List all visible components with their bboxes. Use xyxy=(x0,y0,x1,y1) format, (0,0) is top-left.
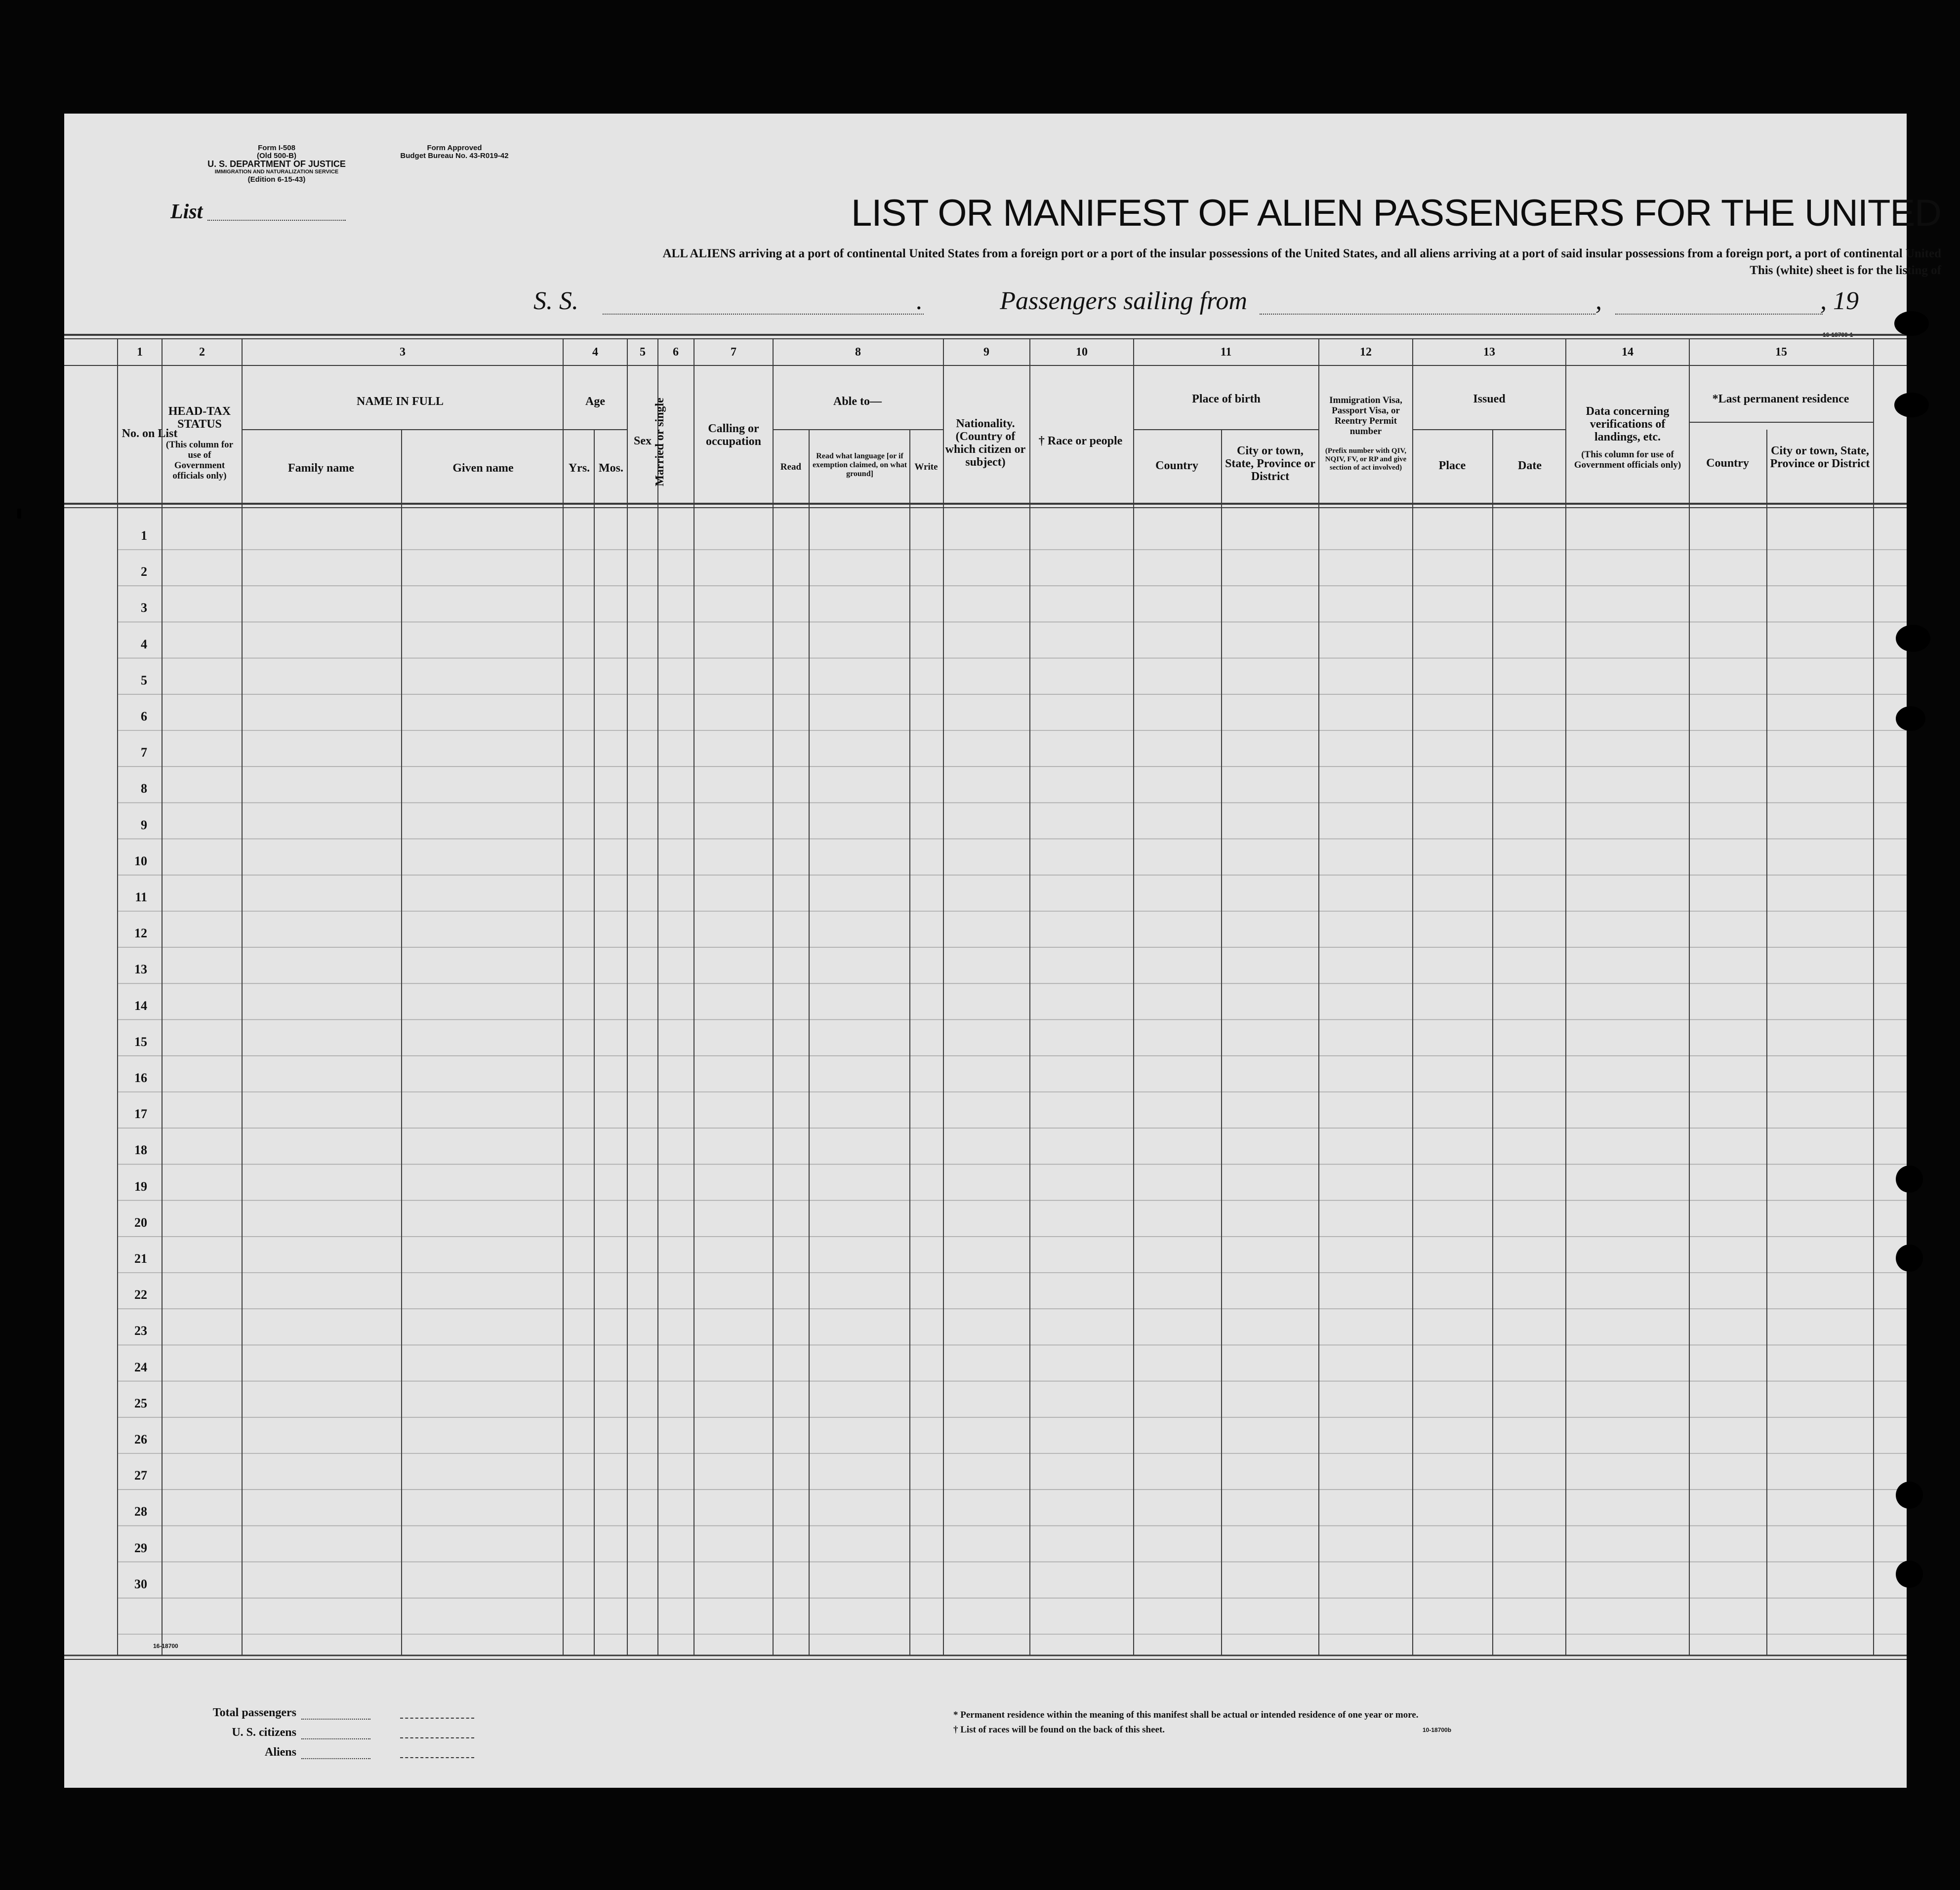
row-number: 28 xyxy=(134,1504,147,1519)
binder-hole xyxy=(1896,1561,1923,1588)
col1-header: No. on List xyxy=(122,427,178,440)
column-number: 11 xyxy=(1220,346,1232,359)
row-number: 2 xyxy=(141,564,147,579)
age-header: Age xyxy=(585,395,605,408)
code-top-right: 16-18700-1 xyxy=(1823,331,1853,338)
row-number: 25 xyxy=(134,1396,147,1410)
manifest-grid xyxy=(64,114,1907,1788)
us-citizens-label: U. S. citizens xyxy=(232,1726,296,1739)
total-passengers-field[interactable] xyxy=(400,1718,474,1719)
form-approved: Form Approved xyxy=(427,144,482,152)
manifest-sheet: Form I-508 (Old 500-B) U. S. DEPARTMENT OF JUSTICE IMMIGRATION AND NATURALIZATION SERVICE (Edition 6-15-43) Form Approved Budget Bureau No. 43-R019-42 List LIST OR MANIFEST OF ALIEN PASSENGERS FOR THE UNITED ALL ALIENS arriving at a port of continental United States from a foreign port or a port of the insular possessions of the United States, and all aliens arriving at a port of said insular possessions from a foreign port, a port of continental United This (white) sheet is for the listing of S. S. . Passengers sailing from , , 19 16-18700-1 1 2 3 4 5 6 7 8 9 10 11 12 13 14 15 No. on List HEAD-TAX STATUS (This column for use of Government officials only) NAME IN FULL Family name Given name Age Yrs. Mos. Sex Married or single Calling or occupation Able to— Read Read what language [or if exemption claimed, on what ground] Write Nationality. (Country of which citizen or subject) † Race or people Place of birth Country City or town, State, Province or District Immigration Visa, Passport Visa, or Reentry Permit number (Prefix number with QIV, NQIV, FV, or RP and give section of act involved) Issued Place Date Data concerning verifications of landings, etc. (This column for use of Government officials only) *Last permanent residence Country City or town, State, Province or District 1 2 3 4 5 6 7 8 9 10 11 12 13 14 15 16 17 18 19 20 21 22 23 24 25 26 27 28 29 30 16-18700 Total passengers U. S. citizens Aliens * Permanent residence within the meaning of this manifest shall be actual or intended residence of one year or more. † List of races will be found on the back of this sheet. 10-18700b xyxy=(64,114,1907,1788)
row-number: 23 xyxy=(134,1324,147,1338)
binder-hole xyxy=(1896,706,1925,731)
binder-hole xyxy=(1894,393,1929,417)
age-years-header: Yrs. xyxy=(568,462,590,475)
given-name-header: Given name xyxy=(452,462,514,475)
race-header: † Race or people xyxy=(1038,435,1123,447)
row-number: 24 xyxy=(134,1360,147,1374)
us-citizens-field[interactable] xyxy=(400,1737,474,1738)
row-number: 8 xyxy=(141,781,147,796)
read-header: Read xyxy=(780,462,802,472)
col2-header: HEAD-TAX STATUS xyxy=(168,405,231,431)
col3-header: NAME IN FULL xyxy=(356,395,444,408)
column-number: 10 xyxy=(1076,346,1088,359)
occupation-header: Calling or occupation xyxy=(705,422,761,448)
row-number: 12 xyxy=(134,926,147,941)
birth-city-header: City or town, State, Province or District xyxy=(1225,444,1315,483)
language-header: Read what language [or if exemption claimed, on what ground] xyxy=(812,452,907,478)
binder-hole xyxy=(1896,1482,1923,1509)
column-number: 5 xyxy=(640,346,646,359)
family-name-header: Family name xyxy=(288,462,354,475)
row-number: 18 xyxy=(134,1143,147,1158)
row-number: 9 xyxy=(141,817,147,832)
code-bottom-left: 16-18700 xyxy=(153,1643,178,1649)
binder-hole xyxy=(1896,625,1930,652)
col2-note: (This column for use of Government officials only) xyxy=(165,440,234,481)
age-months-header: Mos. xyxy=(599,462,623,475)
edition: (Edition 6-15-43) xyxy=(247,175,306,184)
aliens-label: Aliens xyxy=(264,1746,296,1759)
column-number: 14 xyxy=(1622,346,1633,359)
visa-note: (Prefix number with QIV, NQIV, FV, or RP and give section of act involved) xyxy=(1325,447,1407,472)
column-number: 9 xyxy=(983,346,989,359)
footnote-races: † List of races will be found on the back of this sheet. xyxy=(953,1725,1165,1735)
able-to-header: Able to— xyxy=(833,395,882,408)
last-residence-header: *Last permanent residence xyxy=(1712,393,1849,405)
budget-number: Budget Bureau No. 43-R019-42 xyxy=(400,152,509,160)
ss-label: S. S. xyxy=(533,287,578,315)
column-number: 6 xyxy=(673,346,679,359)
row-number: 5 xyxy=(141,673,147,687)
row-number: 26 xyxy=(134,1432,147,1447)
row-number: 1 xyxy=(141,528,147,543)
column-number: 13 xyxy=(1483,346,1495,359)
row-number: 17 xyxy=(134,1107,147,1122)
row-number: 27 xyxy=(134,1468,147,1483)
sex-header: Sex xyxy=(634,435,652,447)
column-number: 7 xyxy=(731,346,736,359)
row-number: 10 xyxy=(134,853,147,868)
verification-note: (This column for use of Government officials only) xyxy=(1574,449,1681,470)
visa-header: Immigration Visa, Passport Visa, or Reentry Permit number xyxy=(1329,395,1402,437)
row-number: 4 xyxy=(141,637,147,651)
birth-country-header: Country xyxy=(1155,459,1198,472)
column-number: 2 xyxy=(199,346,205,359)
issued-place-header: Place xyxy=(1438,459,1466,472)
manifest-title: LIST OR MANIFEST OF ALIEN PASSENGERS FOR THE UNITED xyxy=(851,192,1941,234)
department-name: U. S. DEPARTMENT OF JUSTICE xyxy=(207,159,346,169)
row-number: 20 xyxy=(134,1215,147,1230)
column-number: 4 xyxy=(592,346,598,359)
row-number: 29 xyxy=(134,1540,147,1555)
binder-hole xyxy=(1896,1245,1923,1272)
row-number: 3 xyxy=(141,601,147,615)
binder-hole xyxy=(1896,1166,1923,1193)
row-number: 13 xyxy=(134,962,147,977)
sailing-comma: , xyxy=(1595,287,1602,315)
row-number: 21 xyxy=(134,1251,147,1266)
residence-city-header: City or town, State, Province or District xyxy=(1770,444,1870,470)
column-number: 1 xyxy=(137,346,143,359)
total-passengers-label: Total passengers xyxy=(212,1706,296,1719)
sailing-from-label: Passengers sailing from xyxy=(1000,287,1247,315)
form-number: Form I-508 xyxy=(258,144,295,152)
old-form-number: (Old 500-B) xyxy=(256,152,296,160)
binder-hole xyxy=(1894,311,1929,336)
column-number: 12 xyxy=(1360,346,1372,359)
row-number: 30 xyxy=(134,1576,147,1591)
row-number: 7 xyxy=(141,745,147,760)
column-number: 15 xyxy=(1775,346,1787,359)
edge-mark xyxy=(17,509,21,519)
verification-header: Data concerning verifications of landings, etc. xyxy=(1586,405,1670,443)
row-number: 11 xyxy=(135,890,147,904)
row-number: 6 xyxy=(141,709,147,724)
aliens-field[interactable] xyxy=(400,1757,474,1758)
subtitle-line-2: This (white) sheet is for the listing of xyxy=(1750,264,1941,277)
subtitle-line-1: ALL ALIENS arriving at a port of continental United States from a foreign port or a port of the insular possessions of the United States, and all aliens arriving at a port of said insular possessions from a foreign port, a port of continental United xyxy=(662,247,1941,260)
issued-date-header: Date xyxy=(1518,459,1542,472)
residence-country-header: Country xyxy=(1706,457,1749,470)
column-number: 3 xyxy=(400,346,406,359)
row-number: 14 xyxy=(134,998,147,1013)
row-number: 16 xyxy=(134,1071,147,1085)
place-of-birth-header: Place of birth xyxy=(1192,393,1261,405)
service-name: IMMIGRATION AND NATURALIZATION SERVICE xyxy=(214,169,339,175)
column-number: 8 xyxy=(855,346,861,359)
row-number: 19 xyxy=(134,1179,147,1194)
nationality-header: Nationality. (Country of which citizen or subject) xyxy=(945,417,1026,469)
row-number: 22 xyxy=(134,1287,147,1302)
issued-header: Issued xyxy=(1473,393,1506,405)
row-number: 15 xyxy=(134,1034,147,1049)
year-label: , 19 xyxy=(1820,287,1859,315)
marital-header: Married or single xyxy=(653,398,666,486)
code-bottom-right: 10-18700b xyxy=(1423,1727,1452,1733)
write-header: Write xyxy=(914,462,938,472)
footnote-residence: * Permanent residence within the meaning of this manifest shall be actual or intended residence of one year or more. xyxy=(953,1710,1419,1720)
list-label: List xyxy=(170,201,203,223)
